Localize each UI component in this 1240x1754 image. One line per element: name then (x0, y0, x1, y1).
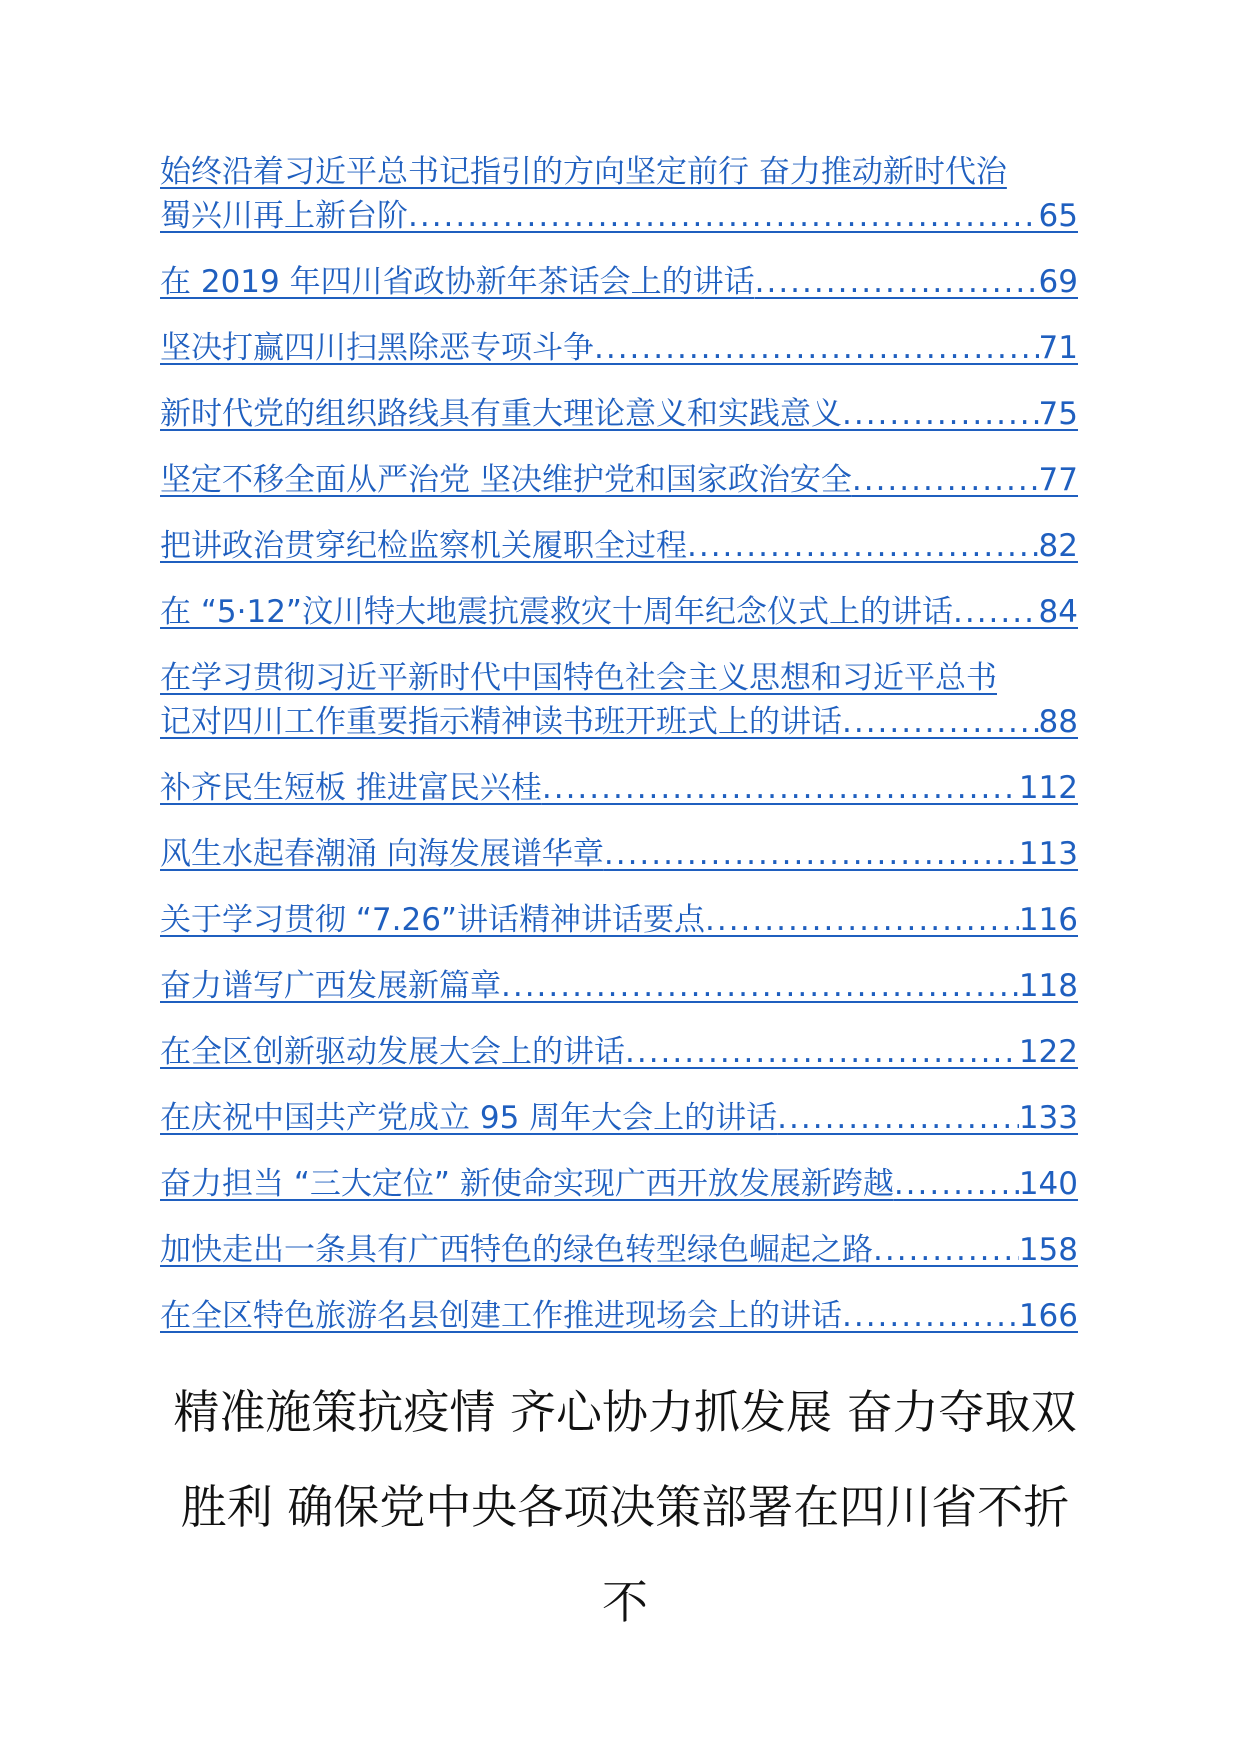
toc-leader-dots (705, 898, 1019, 942)
toc-entry[interactable] (160, 458, 1078, 502)
toc-entry-title: 把讲政治贯穿纪检监察机关履职全过程 (160, 528, 687, 564)
toc-entry[interactable] (160, 964, 1078, 1008)
toc-page-number: 140 (1018, 1166, 1078, 1202)
toc-leader-dots (755, 260, 1039, 304)
toc-entry[interactable] (160, 1030, 1078, 1074)
toc-entry[interactable] (160, 898, 1078, 942)
toc-entry-title: 在 “5·12”汶川特大地震抗震救灾十周年纪念仪式上的讲话 (160, 594, 953, 630)
toc-leader-dots (625, 1030, 1019, 1074)
toc-leader-dots (953, 590, 1039, 634)
toc-leader-dots (604, 832, 1019, 876)
toc-entry-title: 坚定不移全面从严治党 坚决维护党和国家政治安全 (160, 462, 852, 498)
toc-leader-dots (542, 766, 1019, 810)
toc-entry-title: 关于学习贯彻 “7.26”讲话精神讲话要点 (160, 902, 705, 938)
toc-leader-dots (501, 964, 1019, 1008)
toc-page-number: 166 (1018, 1298, 1078, 1334)
toc-entry-title: 加快走出一条具有广西特色的绿色转型绿色崛起之路 (160, 1232, 873, 1268)
section-heading (160, 1365, 1090, 1650)
toc-entry-title: 在庆祝中国共产党成立 95 周年大会上的讲话 (160, 1100, 778, 1136)
toc-entry-title-line1: 在学习贯彻习近平新时代中国特色社会主义思想和习近平总书 (160, 660, 997, 696)
toc-entry[interactable] (160, 1294, 1078, 1338)
toc-entry-title: 在全区创新驱动发展大会上的讲话 (160, 1034, 625, 1070)
toc-entry[interactable] (160, 392, 1078, 436)
toc-entry-title: 风生水起春潮涌 向海发展谱华章 (160, 836, 604, 872)
toc-entry[interactable] (160, 1228, 1078, 1272)
toc-entry[interactable] (160, 832, 1078, 876)
toc-entry[interactable] (160, 766, 1078, 810)
toc-entry-title: 奋力谱写广西发展新篇章 (160, 968, 501, 1004)
toc-page-number: 133 (1018, 1100, 1078, 1136)
toc-entry-title: 坚决打赢四川扫黑除恶专项斗争 (160, 330, 594, 366)
toc-entry[interactable] (160, 1162, 1078, 1206)
toc-entry-title: 在全区特色旅游名县创建工作推进现场会上的讲话 (160, 1298, 842, 1334)
toc-leader-dots (894, 1162, 1019, 1206)
toc-leader-dots (842, 700, 1039, 744)
table-of-contents (160, 150, 1085, 1360)
toc-entry-title: 在 2019 年四川省政协新年茶话会上的讲话 (160, 264, 755, 300)
toc-leader-dots (842, 1294, 1019, 1338)
toc-page-number: 113 (1018, 836, 1078, 872)
toc-entry[interactable] (160, 326, 1078, 370)
toc-page-number: 88 (1038, 704, 1078, 740)
toc-leader-dots (852, 458, 1039, 502)
toc-page-number: 65 (1038, 198, 1078, 234)
toc-leader-dots (842, 392, 1039, 436)
toc-leader-dots (687, 524, 1039, 568)
section-heading-line2: 胜利 确保党中央各项决策部署在四川省不折不 (180, 1480, 1070, 1629)
toc-entry[interactable] (160, 590, 1078, 634)
toc-entry-title: 奋力担当 “三大定位” 新使命实现广西开放发展新跨越 (160, 1166, 894, 1202)
toc-page-number: 122 (1018, 1034, 1078, 1070)
toc-entry-title: 补齐民生短板 推进富民兴桂 (160, 770, 542, 806)
toc-page-number: 118 (1018, 968, 1078, 1004)
toc-entry[interactable] (160, 656, 1085, 744)
toc-entry-title: 蜀兴川再上新台阶 (160, 198, 408, 234)
toc-page-number: 112 (1018, 770, 1078, 806)
toc-page-number: 82 (1038, 528, 1078, 564)
toc-entry[interactable] (160, 1096, 1078, 1140)
toc-entry[interactable] (160, 524, 1078, 568)
toc-entry[interactable] (160, 260, 1078, 304)
toc-page-number: 75 (1038, 396, 1078, 432)
section-heading-line1: 精准施策抗疫情 齐心协力抓发展 奋力夺取双 (173, 1385, 1077, 1439)
toc-page-number: 84 (1038, 594, 1078, 630)
toc-leader-dots (408, 194, 1039, 238)
toc-entry[interactable] (160, 150, 1085, 238)
toc-entry-title: 记对四川工作重要指示精神读书班开班式上的讲话 (160, 704, 842, 740)
toc-page-number: 71 (1038, 330, 1078, 366)
toc-page-number: 116 (1018, 902, 1078, 938)
toc-page-number: 77 (1038, 462, 1078, 498)
toc-page-number: 158 (1018, 1232, 1078, 1268)
toc-leader-dots (594, 326, 1039, 370)
toc-entry-title-line1: 始终沿着习近平总书记指引的方向坚定前行 奋力推动新时代治 (160, 154, 1007, 190)
toc-leader-dots (777, 1096, 1019, 1140)
toc-leader-dots (873, 1228, 1019, 1272)
toc-entry-title: 新时代党的组织路线具有重大理论意义和实践意义 (160, 396, 842, 432)
toc-page-number: 69 (1038, 264, 1078, 300)
